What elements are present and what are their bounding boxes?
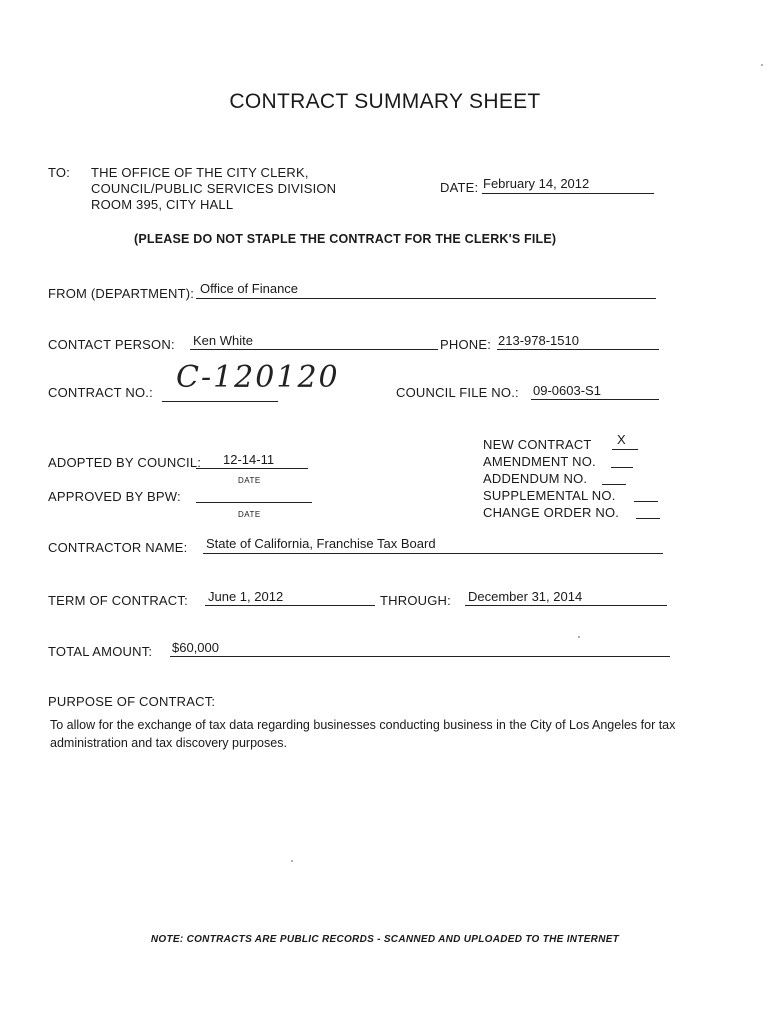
total-value: $60,000 xyxy=(172,640,219,655)
adopted-underline xyxy=(196,468,308,469)
to-line-2: COUNCIL/PUBLIC SERVICES DIVISION xyxy=(91,181,337,196)
supplemental-blank xyxy=(634,501,658,502)
new-contract-label: NEW CONTRACT xyxy=(483,437,592,452)
document-title: CONTRACT SUMMARY SHEET xyxy=(229,90,541,113)
public-records-note: NOTE: CONTRACTS ARE PUBLIC RECORDS - SCANNED AND UPLOADED TO THE INTERNET xyxy=(150,934,620,945)
phone-value: 213-978-1510 xyxy=(498,333,579,348)
from-value: Office of Finance xyxy=(200,281,299,296)
addendum-blank xyxy=(602,484,626,485)
purpose-text: To allow for the exchange of tax data regarding businesses conducting business in the City of Los Angeles for tax administration and tax discovery purposes. xyxy=(50,718,676,750)
phone-label: PHONE: xyxy=(440,337,492,352)
contact-underline xyxy=(190,349,438,350)
adopted-value: 12-14-11 xyxy=(223,452,275,467)
term-end-underline xyxy=(465,605,667,606)
to-line-1: THE OFFICE OF THE CITY CLERK, xyxy=(91,165,309,180)
contract-no-label: CONTRACT NO.: xyxy=(48,385,153,400)
through-label: THROUGH: xyxy=(380,593,451,608)
purpose-label: PURPOSE OF CONTRACT: xyxy=(48,694,216,709)
contact-label: CONTACT PERSON: xyxy=(48,337,175,352)
scan-speck xyxy=(578,636,580,638)
term-label: TERM OF CONTRACT: xyxy=(48,593,188,608)
council-file-value: 09-0603-S1 xyxy=(533,383,601,398)
change-order-label: CHANGE ORDER NO. xyxy=(483,505,620,520)
contractor-value: State of California, Franchise Tax Board xyxy=(206,536,436,551)
change-order-blank xyxy=(636,518,660,519)
contractor-underline xyxy=(203,553,663,554)
amendment-blank xyxy=(611,467,633,468)
date-value: February 14, 2012 xyxy=(483,176,590,191)
new-contract-mark: X xyxy=(617,432,626,447)
from-label: FROM (DEPARTMENT): xyxy=(48,286,195,301)
new-contract-blank xyxy=(612,449,638,450)
adopted-label: ADOPTED BY COUNCIL: xyxy=(48,455,202,470)
adopted-date-caption: DATE xyxy=(238,476,261,485)
scan-speck xyxy=(291,860,293,862)
to-label: TO: xyxy=(48,165,71,180)
addendum-label: ADDENDUM NO. xyxy=(483,471,588,486)
scan-speck xyxy=(761,64,763,66)
staple-notice: (PLEASE DO NOT STAPLE THE CONTRACT FOR THE CLERK'S FILE) xyxy=(134,232,557,246)
total-underline xyxy=(170,656,670,657)
date-label: DATE: xyxy=(440,180,479,195)
contact-value: Ken White xyxy=(193,333,253,348)
supplemental-label: SUPPLEMENTAL NO. xyxy=(483,488,616,503)
term-end-value: December 31, 2014 xyxy=(468,589,583,604)
contract-no-underline xyxy=(162,401,278,402)
phone-underline xyxy=(497,349,659,350)
contractor-label: CONTRACTOR NAME: xyxy=(48,540,188,555)
term-start-underline xyxy=(205,605,375,606)
approved-label: APPROVED BY BPW: xyxy=(48,489,181,504)
approved-date-caption: DATE xyxy=(238,510,261,519)
amendment-label: AMENDMENT NO. xyxy=(483,454,596,469)
contract-no-handwritten: C-120120 xyxy=(176,360,340,395)
council-file-underline xyxy=(531,399,659,400)
date-underline xyxy=(482,193,654,194)
to-line-3: ROOM 395, CITY HALL xyxy=(91,197,234,212)
total-label: TOTAL AMOUNT: xyxy=(48,644,153,659)
term-start-value: June 1, 2012 xyxy=(208,589,284,604)
approved-underline xyxy=(196,502,312,503)
from-underline xyxy=(196,298,656,299)
council-file-label: COUNCIL FILE NO.: xyxy=(396,385,519,400)
